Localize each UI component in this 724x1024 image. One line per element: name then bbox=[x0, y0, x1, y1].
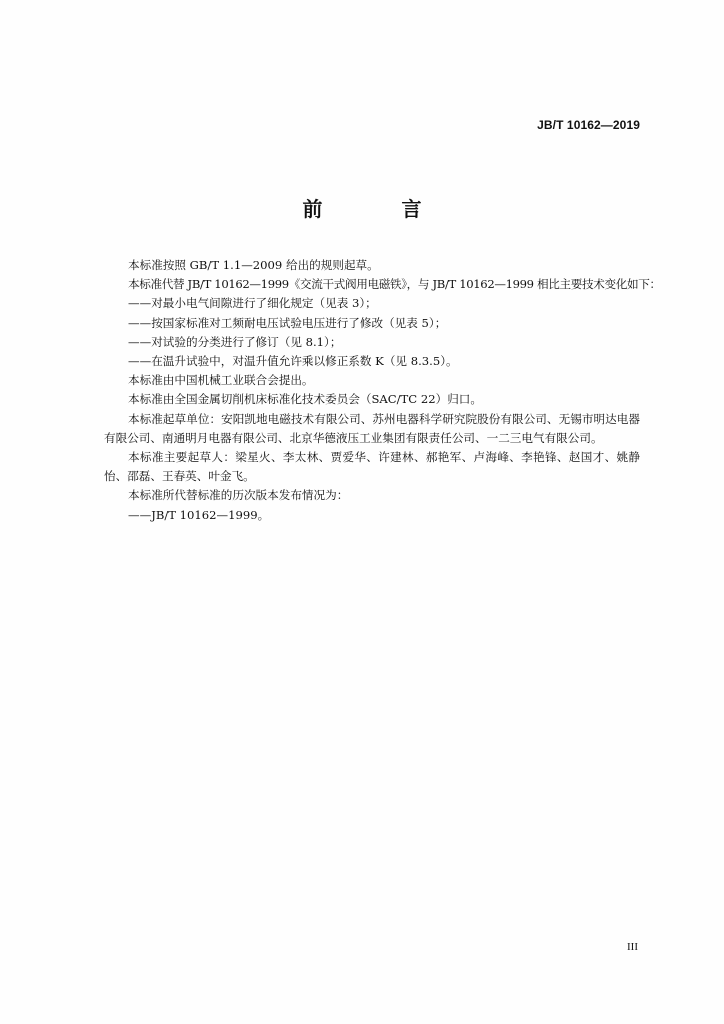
change-item-temperature: ——在温升试验中，对温升值允许乘以修正系数 K（见 8.3.5）。 bbox=[128, 354, 458, 369]
page-number: III bbox=[627, 941, 638, 953]
paragraph-drafters: 本标准主要起草人：梁星火、李太林、贾爱华、许建林、郝艳军、卢海峰、李艳锋、赵国才、姚静怡、邵磊、王春英、叶金飞。 bbox=[104, 450, 640, 484]
standard-code: JB/T 10162—2019 bbox=[537, 118, 640, 132]
change-item-voltage: ——按国家标准对工频耐电压试验电压进行了修改（见表 5）； bbox=[128, 315, 447, 330]
paragraph-replaces: 本标准代替 JB/T 10162—1999《交流干式阀用电磁铁》，与 JB/T 10162—1999 相比主要技术变化如下： bbox=[128, 277, 661, 292]
previous-edition-item: ——JB/T 10162—1999。 bbox=[128, 507, 270, 522]
change-item-clearance: ——对最小电气间隙进行了细化规定（见表 3）； bbox=[128, 296, 377, 311]
paragraph-previous-editions: 本标准所代替标准的历次版本发布情况为： bbox=[128, 488, 349, 503]
page-title: 前 言 bbox=[302, 197, 458, 221]
paragraph-drafting-units: 本标准起草单位：安阳凯地电磁技术有限公司、苏州电器科学研究院股份有限公司、无锡市明达电器有限公司、南通明月电器有限公司、北京华德液压工业集团有限责任公司、一二三电气有限公司。 bbox=[104, 411, 640, 445]
paragraph-drafting-rules: 本标准按照 GB/T 1.1—2009 给出的规则起草。 bbox=[128, 258, 379, 272]
paragraph-proposed-by: 本标准由中国机械工业联合会提出。 bbox=[128, 373, 314, 388]
change-item-classification: ——对试验的分类进行了修订（见 8.1）； bbox=[128, 334, 342, 349]
foreword-body bbox=[104, 256, 661, 525]
paragraph-administered-by: 本标准由全国金属切削机床标准化技术委员会（SAC/TC 22）归口。 bbox=[128, 392, 482, 407]
